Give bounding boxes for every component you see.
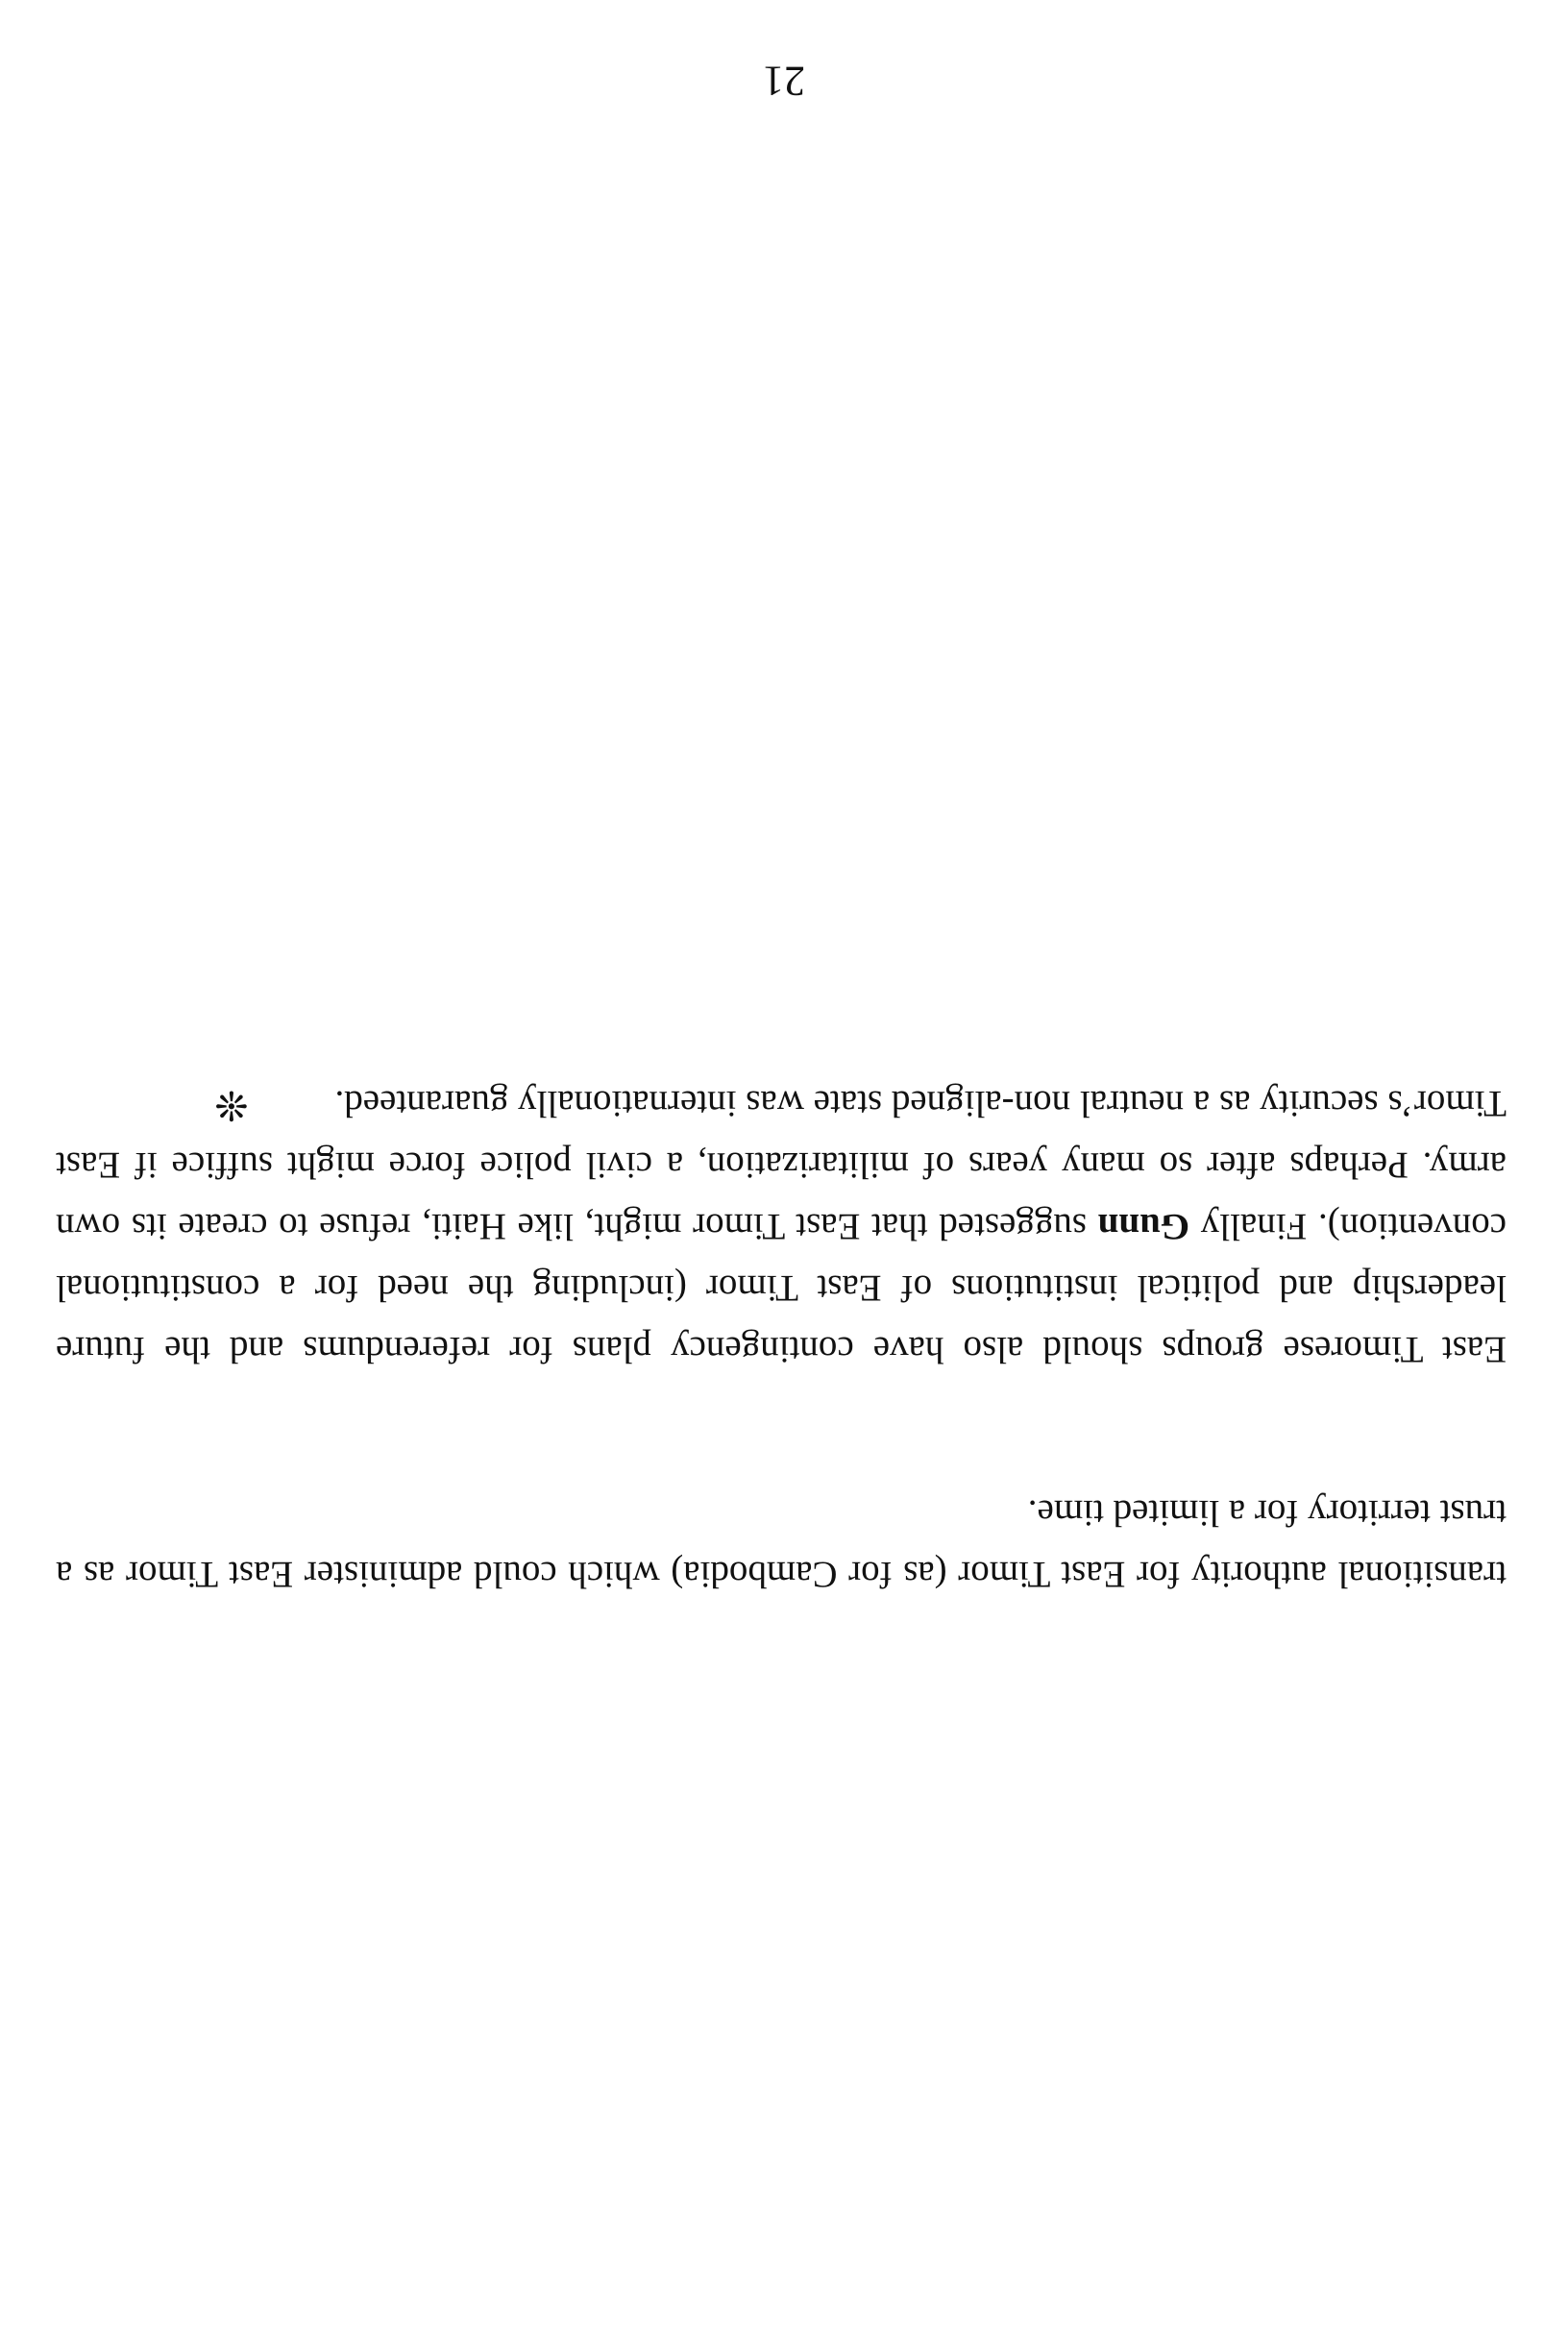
author-name-gunn: Gunn [1097,1206,1190,1247]
paragraph-contingency-plans [56,1072,1507,1380]
paragraph-2-text-before: East Timorese groups should also have contingency plans for referendums and the future leadership and political institutions of East Timor (including the need for a constitutional convention). Finally [56,1206,1507,1370]
paragraph-transitional-authority [56,1482,1507,1605]
end-of-section-star-icon: ❊ [214,1082,249,1126]
paragraph-2-text-after: suggested that East Timor might, like Haiti, refuse to create its own army. Perhaps after so many years of militarization, a civil police force might suffice if East Timor’s security as a neutral non-aligned state was internationally guaranteed. [56,1083,1507,1247]
paragraph-1-text: transitional authority for East Timor (as for Cambodia) which could administer East Timor as a trust territory for a limited time. [56,1492,1507,1595]
page-number: 21 [763,58,805,105]
